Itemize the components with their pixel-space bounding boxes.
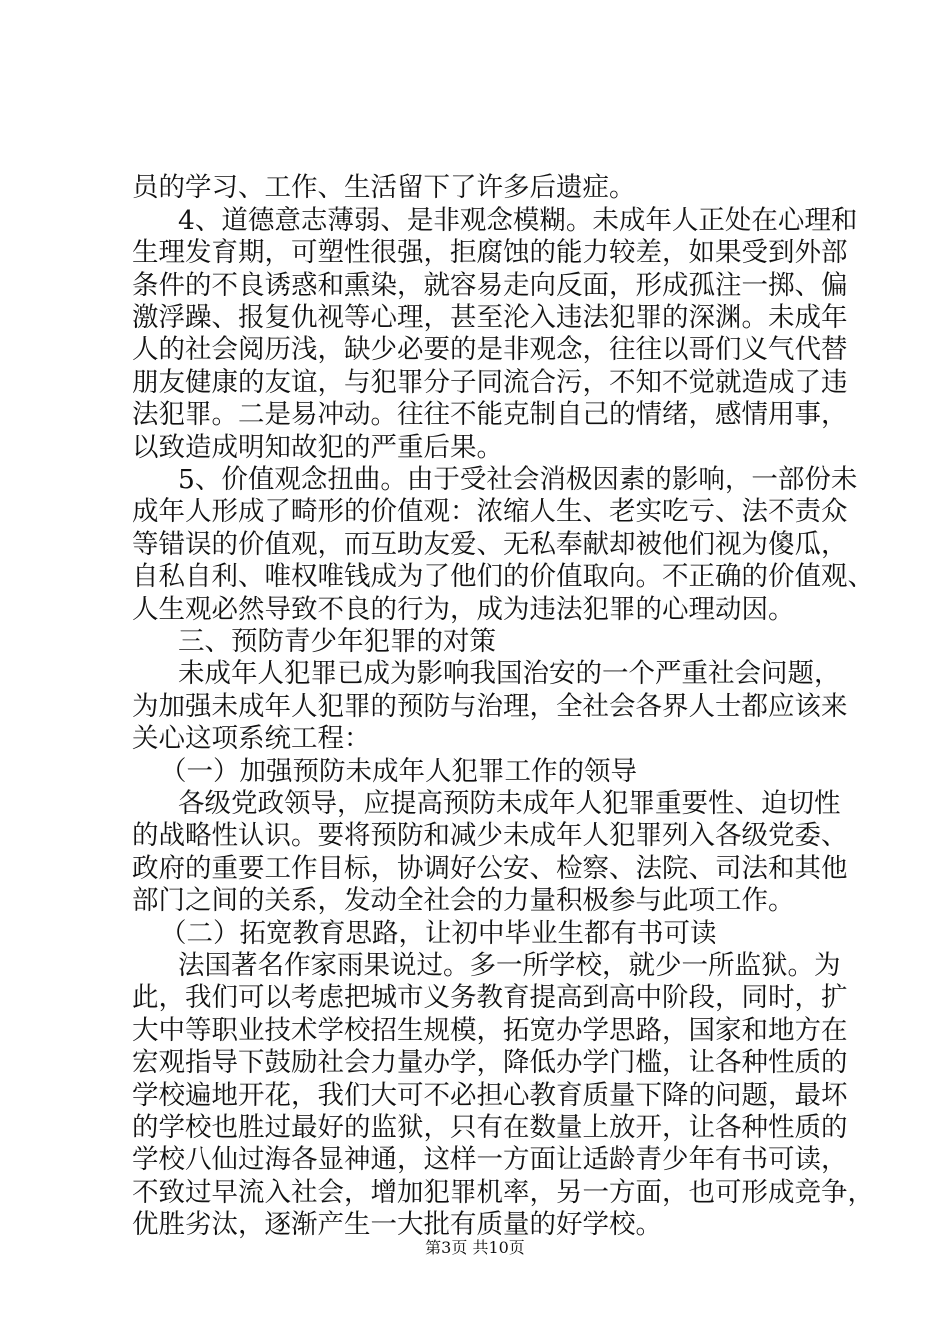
text-line: 激浮躁、报复仇视等心理，甚至沦入违法犯罪的深渊。未成年 <box>132 302 848 333</box>
text-line: 优胜劣汰，逐渐产生一大批有质量的好学校。 <box>132 1209 662 1240</box>
text-line: 学校遍地开花，我们大可不必担心教育质量下降的问题，最坏 <box>132 1080 848 1111</box>
text-line: 学校八仙过海各显神通，这样一方面让适龄青少年有书可读， <box>132 1144 848 1175</box>
paragraph-start-line: 4、道德意志薄弱、是非观念模糊。未成年人正处在心理和 <box>178 205 858 236</box>
section-heading: 三、预防青少年犯罪的对策 <box>178 626 496 657</box>
page-number-footer: 第3页 共10页 <box>425 1238 525 1257</box>
text-line: 的学校也胜过最好的监狱，只有在数量上放开，让各种性质的 <box>132 1112 848 1143</box>
text-line: 此，我们可以考虑把城市义务教育提高到高中阶段，同时，扩 <box>132 982 848 1013</box>
text-line: 的战略性认识。要将预防和减少未成年人犯罪列入各级党委、 <box>132 820 848 851</box>
text-line: 不致过早流入社会，增加犯罪机率，另一方面，也可形成竞争， <box>132 1177 874 1208</box>
paragraph-start-line: 未成年人犯罪已成为影响我国治安的一个严重社会问题， <box>178 658 841 689</box>
paragraph-start-line: 5、价值观念扭曲。由于受社会消极因素的影响，一部份未 <box>178 464 858 495</box>
subsection-heading: （二）拓宽教育思路，让初中毕业生都有书可读 <box>160 918 717 949</box>
text-line: 成年人形成了畸形的价值观：浓缩人生、老实吃亏、法不责众 <box>132 496 848 527</box>
text-line: 生理发育期，可塑性很强，拒腐蚀的能力较差，如果受到外部 <box>132 237 848 268</box>
text-line: 部门之间的关系，发动全社会的力量积极参与此项工作。 <box>132 885 795 916</box>
text-line: 等错误的价值观，而互助友爱、无私奉献却被他们视为傻瓜， <box>132 529 848 560</box>
text-line: 宏观指导下鼓励社会力量办学，降低办学门槛，让各种性质的 <box>132 1047 848 1078</box>
paragraph-start-line: 各级党政领导，应提高预防未成年人犯罪重要性、迫切性 <box>178 788 841 819</box>
text-line: 关心这项系统工程： <box>132 723 371 754</box>
text-line: 为加强未成年人犯罪的预防与治理，全社会各界人士都应该来 <box>132 691 848 722</box>
text-line: 人生观必然导致不良的行为，成为违法犯罪的心理动因。 <box>132 594 795 625</box>
text-line: 朋友健康的友谊，与犯罪分子同流合污，不知不觉就造成了违 <box>132 367 848 398</box>
paragraph-start-line: 法国著名作家雨果说过。多一所学校，就少一所监狱。为 <box>178 950 841 981</box>
text-line: 政府的重要工作目标，协调好公安、检察、法院、司法和其他 <box>132 853 848 884</box>
text-line: 法犯罪。二是易冲动。往往不能克制自己的情绪，感情用事， <box>132 399 848 430</box>
text-line: 条件的不良诱惑和熏染，就容易走向反面，形成孤注一掷、偏 <box>132 270 848 301</box>
text-line: 员的学习、工作、生活留下了许多后遗症。 <box>132 172 636 203</box>
subsection-heading: （一）加强预防未成年人犯罪工作的领导 <box>160 756 637 787</box>
text-line: 以致造成明知故犯的严重后果。 <box>132 432 503 463</box>
text-line: 自私自利、唯权唯钱成为了他们的价值取向。不正确的价值观、 <box>132 561 874 592</box>
text-line: 人的社会阅历浅，缺少必要的是非观念，往往以哥们义气代替 <box>132 334 848 365</box>
text-line: 大中等职业技术学校招生规模，拓宽办学思路，国家和地方在 <box>132 1015 848 1046</box>
